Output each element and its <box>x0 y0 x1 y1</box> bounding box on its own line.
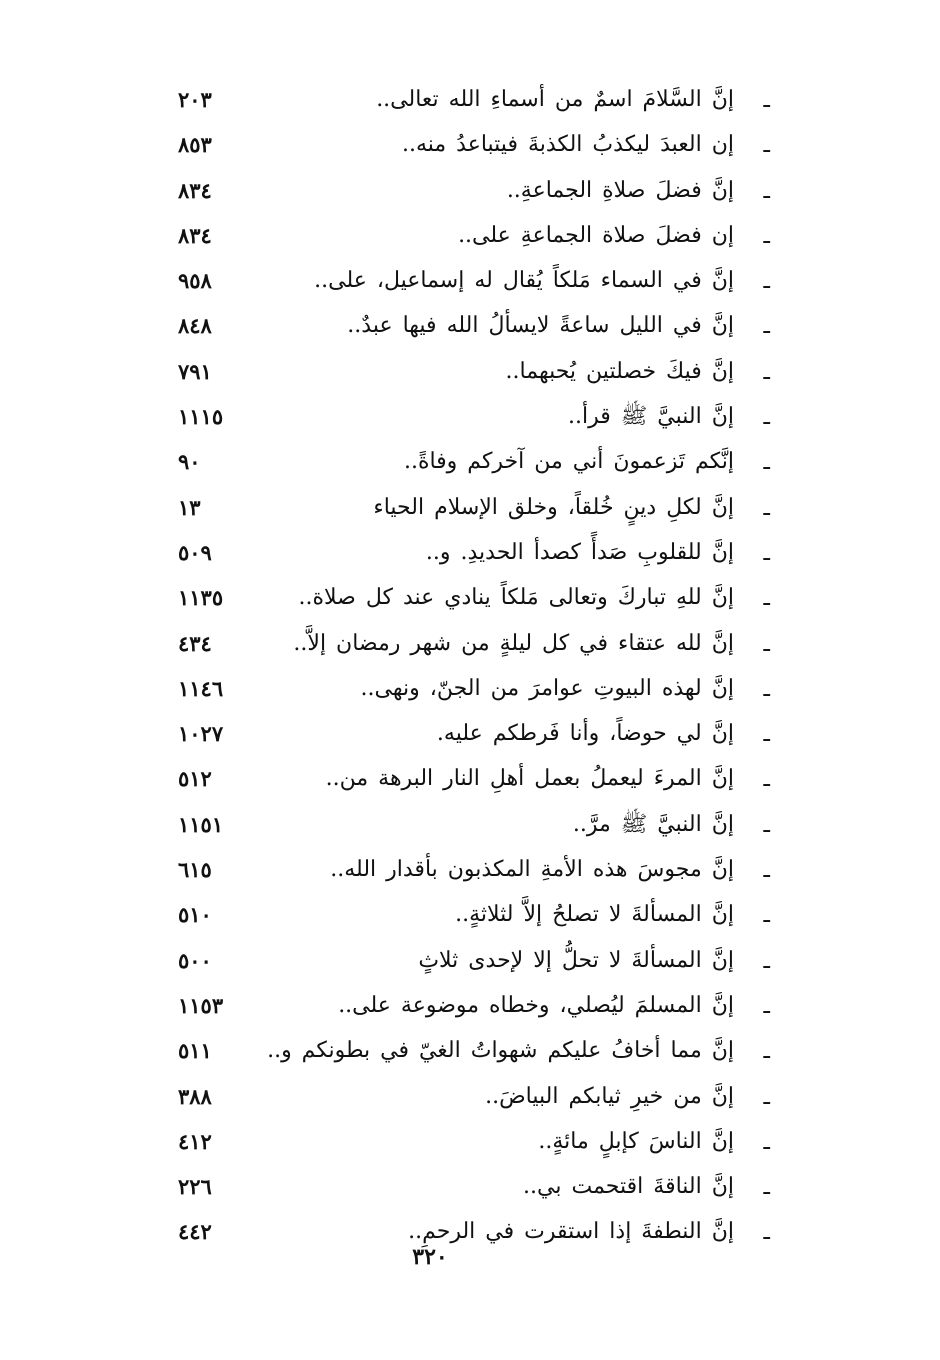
entry-dash: ـ <box>763 540 770 566</box>
index-entry <box>178 895 770 940</box>
entry-text: إنَّ مجوسَ هذه الأمةِ المكذبون بأقدار الله.. <box>330 857 734 883</box>
index-entry <box>178 624 770 669</box>
entry-ref-number: ٦١٥ <box>178 857 212 883</box>
entry-dash: ـ <box>763 269 770 295</box>
entry-dash: ـ <box>763 1039 770 1065</box>
index-entry <box>178 125 770 170</box>
entry-ref-number: ١١١٥ <box>178 404 224 430</box>
entry-ref-number: ٨٤٨ <box>178 313 212 339</box>
entry-text: إنَّ مما أخافُ عليكم شهواتُ الغيّ في بطونكم و.. <box>267 1038 734 1064</box>
index-entry <box>178 941 770 986</box>
index-entry <box>178 352 770 397</box>
entry-text: إنَّ المسألةَ لا تحلُّ إلا لإحدى ثلاثٍ <box>418 947 734 973</box>
entry-text: إنَّ المسلمَ ليُصلي، وخطاه موضوعة على.. <box>338 992 734 1018</box>
index-entry <box>178 306 770 351</box>
entry-dash: ـ <box>763 1175 770 1201</box>
index-entry <box>178 986 770 1031</box>
entry-dash: ـ <box>763 631 770 657</box>
entry-ref-number: ٥١٢ <box>178 766 212 792</box>
index-entry <box>178 1122 770 1167</box>
entry-dash: ـ <box>763 722 770 748</box>
entry-text: إنَّ للقلوبِ صَدأً كصدأ الحديدِ. و.. <box>425 539 734 565</box>
entry-dash: ـ <box>763 450 770 476</box>
entry-text: إنَّ المسألةَ لا تصلحُ إلاَّ لثلاثةٍ.. <box>455 902 734 928</box>
entry-ref-number: ٩٠ <box>178 449 201 475</box>
entry-text: إنَّ فضلَ صلاةِ الجماعةِ.. <box>506 177 734 203</box>
entry-ref-number: ١٠٢٧ <box>178 721 224 747</box>
entry-dash: ـ <box>763 903 770 929</box>
entry-dash: ـ <box>763 767 770 793</box>
entry-text: إنَّ النطفةَ إذا استقرت في الرحمِ.. <box>408 1219 734 1245</box>
entry-ref-number: ٨٥٣ <box>178 132 212 158</box>
entry-text: إنَّ لكلِ دينٍ خُلقاً، وخلق الإسلام الحياء <box>373 494 734 520</box>
entry-text: إنَّ السَّلامَ اسمٌ من أسماءِ الله تعالى.. <box>376 87 734 112</box>
index-entry <box>178 442 770 487</box>
entry-text: إنَّ لله عتقاء في كل ليلةٍ من شهر رمضان إلاَّ.. <box>293 630 734 656</box>
entry-ref-number: ٢٢٦ <box>178 1174 212 1200</box>
index-entry <box>178 805 770 850</box>
entry-text: إنَّ الناقةَ اقتحمت بي.. <box>523 1174 734 1200</box>
entry-text: إنَّ في السماء مَلكاً يُقال له إسماعيل، على.. <box>314 268 734 294</box>
index-entry <box>178 850 770 895</box>
index-entry <box>178 216 770 261</box>
entry-dash: ـ <box>763 88 770 113</box>
entry-ref-number: ٥٠٩ <box>178 539 212 565</box>
index-entry <box>178 171 770 216</box>
entry-ref-number: ٩٥٨ <box>178 268 212 294</box>
index-entry <box>178 488 770 533</box>
entry-ref-number: ٤١٢ <box>178 1128 212 1154</box>
entry-ref-number: ٣٨٨ <box>178 1083 212 1109</box>
index-entry <box>178 397 770 442</box>
index-entry <box>178 1167 770 1212</box>
index-entry <box>178 80 770 125</box>
entry-text: إنَّ لهذه البيوتِ عوامرَ من الجنّ، ونهى.. <box>360 675 734 701</box>
entry-dash: ـ <box>763 133 770 159</box>
entry-ref-number: ٥٠٠ <box>178 947 212 973</box>
entry-ref-number: ١١٥٣ <box>178 992 224 1018</box>
entry-ref-number: ١٣ <box>178 494 201 520</box>
entry-ref-number: ٤٤٢ <box>178 1219 212 1245</box>
index-entry <box>178 714 770 759</box>
entry-text: إنَّ في الليل ساعةً لايسألُ الله فيها عبدٌ.. <box>347 313 734 339</box>
entry-text: إنَّ للهِ تباركَ وتعالى مَلكاً ينادي عند كل صلاة.. <box>298 585 734 611</box>
entry-ref-number: ٢٠٣ <box>178 87 212 112</box>
entry-text: إنَّكم تَزعمونَ أني من آخركم وفاةً.. <box>403 449 734 475</box>
entry-ref-number: ٥١١ <box>178 1038 212 1064</box>
entry-text: إنَّ فيكَ خصلتين يُحبهما.. <box>505 358 734 384</box>
entry-text: إنَّ من خيرِ ثيابكم البياضَ.. <box>485 1083 734 1109</box>
entry-dash: ـ <box>763 314 770 340</box>
entry-dash: ـ <box>763 812 770 838</box>
hadith-index-list <box>178 80 770 1258</box>
index-entry <box>178 669 770 714</box>
entry-dash: ـ <box>763 993 770 1019</box>
index-entry <box>178 261 770 306</box>
entry-dash: ـ <box>763 948 770 974</box>
entry-dash: ـ <box>763 178 770 204</box>
entry-dash: ـ <box>763 676 770 702</box>
entry-ref-number: ٨٣٤ <box>178 177 212 203</box>
index-entry <box>178 759 770 804</box>
entry-ref-number: ٨٣٤ <box>178 222 212 248</box>
entry-dash: ـ <box>763 1084 770 1110</box>
index-entry <box>178 1077 770 1122</box>
index-entry <box>178 533 770 578</box>
entry-ref-number: ١١٣٥ <box>178 585 224 611</box>
entry-dash: ـ <box>763 405 770 431</box>
entry-dash: ـ <box>763 1220 770 1246</box>
entry-dash: ـ <box>763 1129 770 1155</box>
entry-dash: ـ <box>763 359 770 385</box>
entry-text: إن فضلَ صلاة الجماعةِ على.. <box>458 222 734 248</box>
entry-dash: ـ <box>763 495 770 521</box>
index-entry <box>178 1031 770 1076</box>
entry-ref-number: ١١٥١ <box>178 811 224 837</box>
entry-text: إنَّ النبيَّ ﷺ قرأ.. <box>567 404 734 430</box>
page-number: ٣٢٠ <box>412 1244 448 1270</box>
entry-text: إنَّ الناسَ كإبلٍ مائةٍ.. <box>538 1128 734 1154</box>
entry-dash: ـ <box>763 586 770 612</box>
entry-dash: ـ <box>763 858 770 884</box>
entry-text: إنَّ لي حوضاً، وأنا فَرطكم عليه. <box>436 721 734 747</box>
index-entry <box>178 578 770 623</box>
entry-dash: ـ <box>763 223 770 249</box>
entry-ref-number: ١١٤٦ <box>178 675 224 701</box>
entry-text: إنَّ النبيَّ ﷺ مرَّ.. <box>572 811 734 837</box>
entry-text: إن العبدَ ليكذبُ الكذبةَ فيتباعدُ منه.. <box>401 132 734 158</box>
entry-ref-number: ٧٩١ <box>178 358 212 384</box>
entry-ref-number: ٥١٠ <box>178 902 212 928</box>
entry-text: إنَّ المرءَ ليعملُ بعمل أهلِ النار البرهة من.. <box>325 766 734 792</box>
entry-ref-number: ٤٣٤ <box>178 630 212 656</box>
